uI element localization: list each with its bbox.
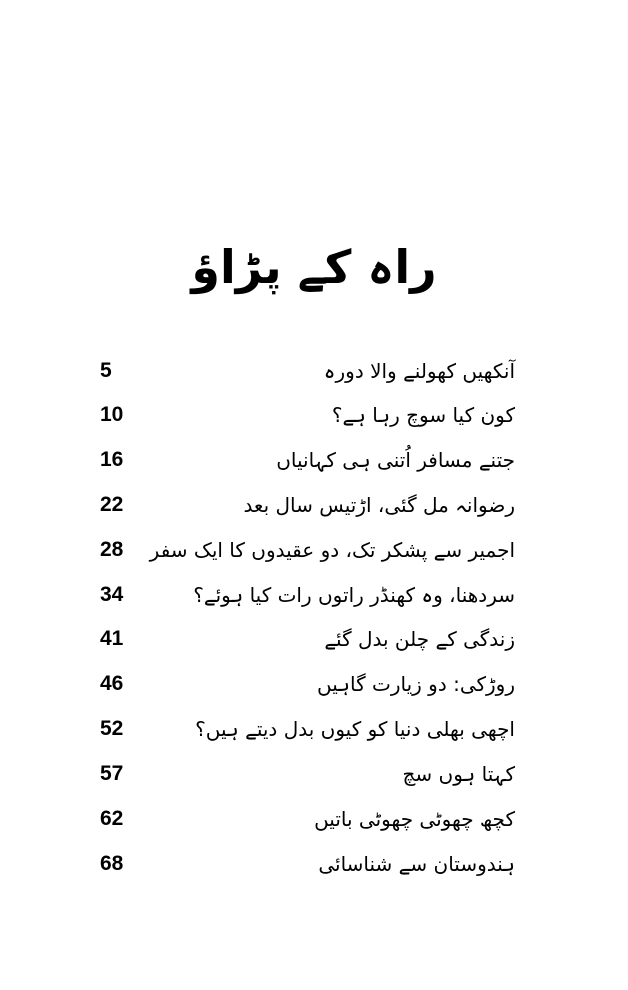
toc-chapter-title: جتنے مسافر اُتنی ہی کہانیاں xyxy=(276,448,515,472)
toc-entry xyxy=(0,665,628,709)
toc-entry xyxy=(0,800,628,844)
toc-chapter-title: کون کیا سوچ رہا ہے؟ xyxy=(331,403,515,427)
toc-chapter-title: روڑکی: دو زیارت گاہیں xyxy=(317,672,515,696)
toc-entry xyxy=(0,531,628,575)
toc-page-number: 16 xyxy=(100,448,124,471)
page-title: راہ کے پڑاؤ xyxy=(191,240,437,294)
toc-page-number: 5 xyxy=(100,359,112,382)
toc-chapter-title: کچھ چھوٹی چھوٹی باتیں xyxy=(314,807,515,831)
toc-entry xyxy=(0,441,628,485)
toc-chapter-title: اجمیر سے پشکر تک، دو عقیدوں کا ایک سفر xyxy=(149,538,515,562)
toc-entry xyxy=(0,845,628,889)
toc-chapter-title: کہتا ہوں سچ xyxy=(402,762,515,786)
toc-page-number: 28 xyxy=(100,538,124,561)
toc-entry xyxy=(0,576,628,620)
toc-page-number: 22 xyxy=(100,493,124,516)
toc-page-number: 41 xyxy=(100,627,124,650)
toc-page-number: 62 xyxy=(100,807,124,830)
table-of-contents xyxy=(0,352,628,876)
toc-entry xyxy=(0,710,628,754)
toc-page-number: 46 xyxy=(100,672,124,695)
toc-entry xyxy=(0,620,628,664)
toc-entry xyxy=(0,755,628,799)
toc-page-number: 68 xyxy=(100,852,124,875)
toc-chapter-title: آنکھیں کھولنے والا دورہ xyxy=(323,359,515,383)
toc-chapter-title: زندگی کے چلن بدل گئے xyxy=(324,627,515,651)
toc-page-number: 10 xyxy=(100,403,124,426)
toc-page-number: 34 xyxy=(100,583,124,606)
toc-chapter-title: اچھی بھلی دنیا کو کیوں بدل دیتے ہیں؟ xyxy=(195,717,515,741)
toc-entry xyxy=(0,396,628,440)
toc-entry xyxy=(0,352,628,396)
toc-chapter-title: ہندوستان سے شناسائی xyxy=(318,852,515,876)
toc-entry xyxy=(0,486,628,530)
toc-page-number: 57 xyxy=(100,762,124,785)
toc-chapter-title: رضوانہ مل گئی، اڑتیس سال بعد xyxy=(243,493,515,517)
toc-page-number: 52 xyxy=(100,717,124,740)
toc-chapter-title: سردھنا، وہ کھنڈر راتوں رات کیا ہوئے؟ xyxy=(193,583,515,607)
